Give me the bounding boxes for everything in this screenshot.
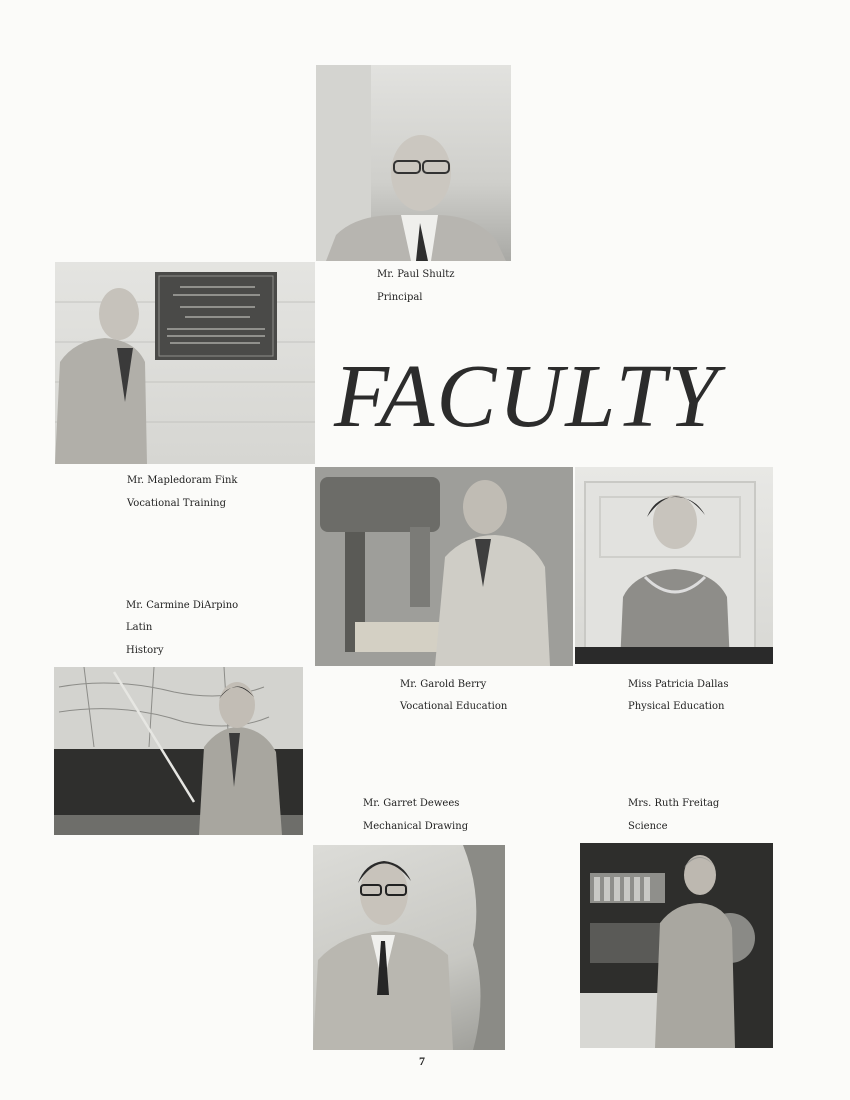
caption-name: Miss Patricia Dallas	[628, 679, 729, 690]
caption-name: Mr. Mapledoram Fink	[127, 475, 238, 486]
photo-carmine-diarpino	[54, 667, 303, 835]
photo-garold-berry	[315, 467, 573, 666]
page-title: FACULTY	[334, 347, 720, 446]
photo-ruth-freitag	[580, 843, 773, 1048]
photo-paul-shultz	[316, 65, 511, 261]
caption-name: Mr. Paul Shultz	[377, 269, 455, 280]
photo-mapledoram-fink	[55, 262, 315, 464]
caption-subject: History	[126, 645, 164, 656]
caption-subject: Vocational Education	[400, 701, 508, 712]
caption-name: Mr. Garold Berry	[400, 679, 487, 690]
caption-subject: Science	[628, 821, 668, 832]
caption-subject: Latin	[126, 622, 153, 633]
photo-garret-dewees	[313, 845, 505, 1050]
page-number: 7	[419, 1054, 425, 1068]
caption-name: Mr. Garret Dewees	[363, 798, 460, 809]
caption-subject: Vocational Training	[127, 498, 226, 509]
caption-subject: Principal	[377, 292, 423, 303]
caption-subject: Mechanical Drawing	[363, 821, 469, 832]
caption-name: Mrs. Ruth Freitag	[628, 798, 720, 809]
caption-name: Mr. Carmine DiArpino	[126, 600, 239, 611]
caption-subject: Physical Education	[628, 701, 725, 712]
photo-patricia-dallas	[575, 467, 773, 664]
